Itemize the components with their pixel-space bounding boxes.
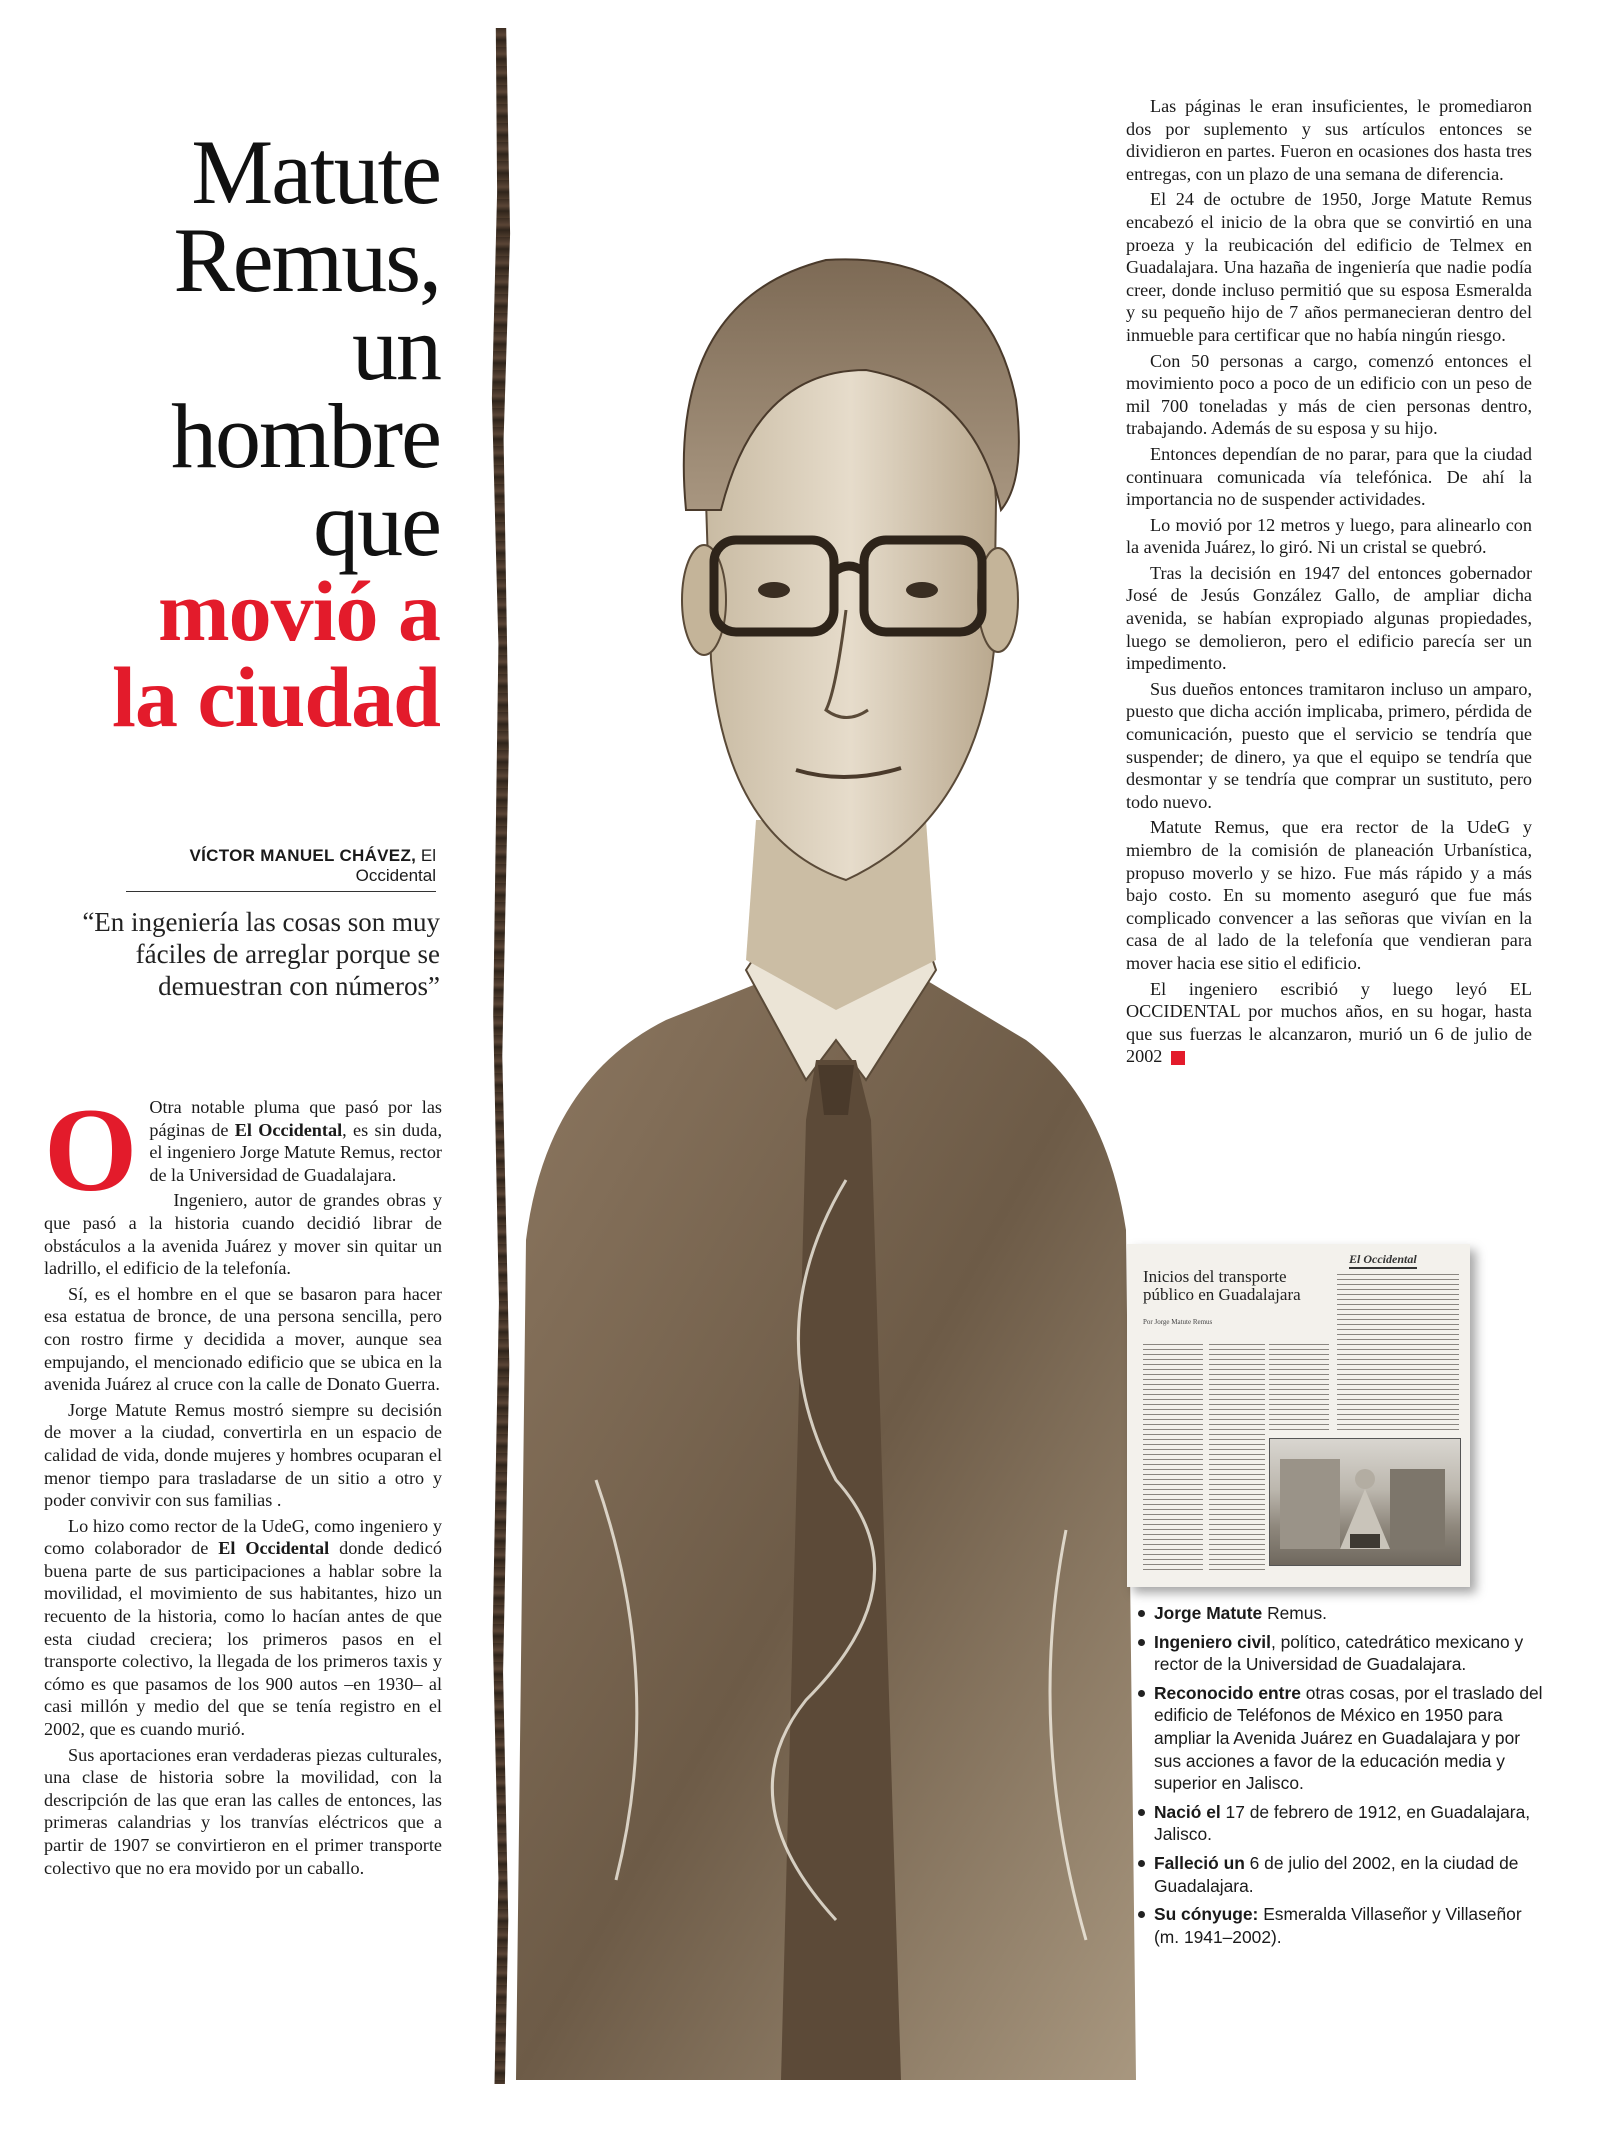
- clipping-text-block: [1337, 1274, 1459, 1434]
- paragraph-text: El ingeniero escribió y luego leyó EL OCCIDENTAL por muchos años, en su hogar, hasta que sus fuerzas le alcanzaron, murió un 6 de julio de 2002: [1126, 978, 1532, 1067]
- left-column: [44, 1083, 442, 1882]
- fact-item: [1136, 1682, 1550, 1795]
- body-paragraph: [44, 1515, 442, 1741]
- newspaper-name: El Occidental: [218, 1538, 330, 1559]
- body-paragraph: Con 50 personas a cargo, comenzó entonces el movimiento poco a poco de un edificio con un peso de mil 700 toneladas y más de cien personas dentro, trabajando. Además de su esposa y su hijo.: [1126, 350, 1532, 439]
- body-paragraph: Jorge Matute Remus mostró siempre su decisión de mover a la ciudad, convertirla en un espacio de calidad de vida, donde mujeres y hombres ocuparan el menor tiempo para trasladarse de un sitio a otro y poder convivir con sus familias .: [44, 1399, 442, 1511]
- fact-label: Su cónyuge:: [1154, 1904, 1259, 1925]
- body-paragraph: Las páginas le eran insuficientes, le promediaron dos por suplemento y sus artículos entonces se dividieron en partes. Fueron en ocasiones dos hasta tres entregas, con un plazo de una semana de diferencia.: [1126, 96, 1532, 184]
- facts-list: [1136, 1602, 1550, 1954]
- paragraph-text: Otra notable pluma que pasó por las páginas de: [149, 1097, 442, 1140]
- fact-item: [1136, 1903, 1550, 1948]
- newspaper-clipping-image: [1127, 1244, 1470, 1587]
- fact-text: Esmeralda Villaseñor y Villaseñor (m. 1941–2002).: [1154, 1904, 1522, 1947]
- body-paragraph: Sus dueños entonces tramitaron incluso un amparo, puesto que dicha acción implicaba, primero, pérdida de comunicación, puesto que el servicio se tendría que suspender; de dinero, ya que el equipo se tendría que desmontar y se tendría que comprar un sustituto, pero todo nuevo.: [1126, 678, 1532, 812]
- byline-outlet: El Occidental: [355, 846, 436, 885]
- clipping-text-block: [1209, 1344, 1265, 1574]
- fact-item: [1136, 1602, 1550, 1625]
- fact-text: 6 de julio del 2002, en la ciudad de Guadalajara.: [1154, 1852, 1519, 1896]
- body-paragraph: [1126, 978, 1532, 1068]
- fact-item: [1136, 1852, 1550, 1897]
- clipping-text-block: [1143, 1344, 1203, 1574]
- clipping-title: Inicios del transporte público en Guadalajara: [1143, 1267, 1301, 1304]
- clipping-photo: [1269, 1438, 1461, 1566]
- headline-line: hombre: [170, 385, 440, 487]
- body-paragraph: Ingeniero, autor de grandes obras y que pasó a la historia cuando decidió librar de obstáculos a la avenida Juárez y mover sin quitar un ladrillo, el edificio de la telefonía.: [44, 1190, 442, 1279]
- headline-line: Matute: [191, 121, 440, 223]
- body-paragraph: Lo movió por 12 metros y luego, para alinearlo con la avenida Juárez, lo giró. Ni un cristal se quebró.: [1126, 514, 1532, 558]
- paragraph-text: Lo hizo como rector de la UdeG, como ingeniero y como colaborador de: [44, 1515, 442, 1559]
- fact-label: Nació el: [1154, 1801, 1221, 1822]
- headline-line: Remus,: [173, 209, 440, 311]
- clipping-author: Por Jorge Matute Remus: [1143, 1318, 1213, 1326]
- fact-label: Reconocido entre: [1154, 1682, 1301, 1703]
- pull-quote: “En ingeniería las cosas son muy fáciles de arreglar porque se demuestran con números”: [82, 907, 440, 1001]
- body-paragraph: Tras la decisión en 1947 del entonces gobernador José de Jesús González Gallo, de ampliar dicha avenida, se habían expropiado algunas propiedades, luego se demolieron, pero el edificio parecía ser un impedimento.: [1126, 562, 1532, 674]
- fact-text: , político, catedrático mexicano y rector de la Universidad de Guadalajara.: [1154, 1631, 1524, 1675]
- newspaper-name: El Occidental: [234, 1119, 343, 1140]
- headline-red-line: movió a: [157, 563, 440, 659]
- fact-label: Jorge Matute: [1154, 1603, 1263, 1623]
- fact-text: 17 de febrero de 1912, en Guadalajara, Jalisco.: [1154, 1801, 1531, 1845]
- body-paragraph: El 24 de octubre de 1950, Jorge Matute Remus encabezó el inicio de la obra que se convirtió en una proeza y la reubicación del edificio de Telmex en Guadalajara. Una hazaña de ingeniería que nadie podía creer, donde incluso permitió que su esposa Esmeralda y su pequeño hijo de 7 años permanecieran dentro del inmueble para certificar que no había ningún riesgo.: [1126, 189, 1532, 345]
- fact-item: [1136, 1801, 1550, 1846]
- headline-red-line: la ciudad: [112, 649, 440, 745]
- headline: [20, 121, 440, 745]
- headline-line: un: [352, 297, 440, 399]
- body-paragraph: Sus aportaciones eran verdaderas piezas culturales, una clase de historia sobre la movilidad, con la descripción de las que eran las calles de entonces, las primeras calandrias y los tranvías eléctricos que a partir de 1907 se convirtieron en el primer transporte colectivo que no era movido por un caballo.: [44, 1744, 442, 1878]
- byline-author: VÍCTOR MANUEL CHÁVEZ,: [189, 846, 417, 865]
- body-paragraph: Entonces dependían de no parar, para que la ciudad continuara comunicada vía telefónica. De ahí la importancia no de suspender actividades.: [1126, 443, 1532, 510]
- body-paragraph: Matute Remus, que era rector de la UdeG y miembro de la comisión de planeación Urbanística, propuso moverlo y se hizo. Fue más rápido y a más bajo costo. En su momento aseguró que fue más complicado convencer a las señoras que vivían en la casa de al lado de la telefonía que vendieran para mover hacia ese sitio el edificio.: [1126, 817, 1532, 973]
- fact-text: Remus.: [1262, 1603, 1327, 1623]
- fact-label: Falleció un: [1154, 1852, 1245, 1873]
- paragraph-text: donde dedicó buena parte de sus participaciones a hablar sobre la movilidad, el movimiento de sus habitantes, hizo un recuento de la historia, como lo hacían antes de que esta ciudad creciera; los primeros pasos en el transporte colectivo, la llegada de los primeros taxis y cómo es que pasamos de los 900 autos –en 1930– al casi millón y medio del que se tenía registro en el 2002, que es cuando murió.: [44, 1538, 442, 1740]
- headline-line: que: [313, 473, 440, 575]
- right-column: [1126, 95, 1532, 1071]
- portrait-illustration: [506, 180, 1146, 2080]
- byline: [126, 846, 436, 892]
- fact-label: Ingeniero civil: [1154, 1631, 1271, 1652]
- body-paragraph: Sí, es el hombre en el que se basaron para hacer esa estatua de bronce, de una persona sencilla, pero con rostro firme y decidida a mover, aunque sea empujando, el mencionado edificio que se ubica en la avenida Juárez al cruce con la calle de Donato Guerra.: [44, 1283, 442, 1395]
- clipping-masthead: El Occidental: [1349, 1252, 1417, 1269]
- end-mark-icon: +: [1171, 1051, 1185, 1065]
- fact-text: otras cosas, por el traslado del edificio de Teléfonos de México en 1950 para ampliar la Avenida Juárez en Guadalajara y por sus acciones a favor de la educación media y superior en Jalisco.: [1154, 1682, 1543, 1794]
- drop-cap: O: [44, 1083, 138, 1216]
- clipping-text-block: [1269, 1344, 1329, 1434]
- fact-item: [1136, 1631, 1550, 1676]
- paragraph-text: , es sin duda, el ingeniero Jorge Matute Remus, rector de la Universidad de Guadalajara.: [149, 1119, 442, 1185]
